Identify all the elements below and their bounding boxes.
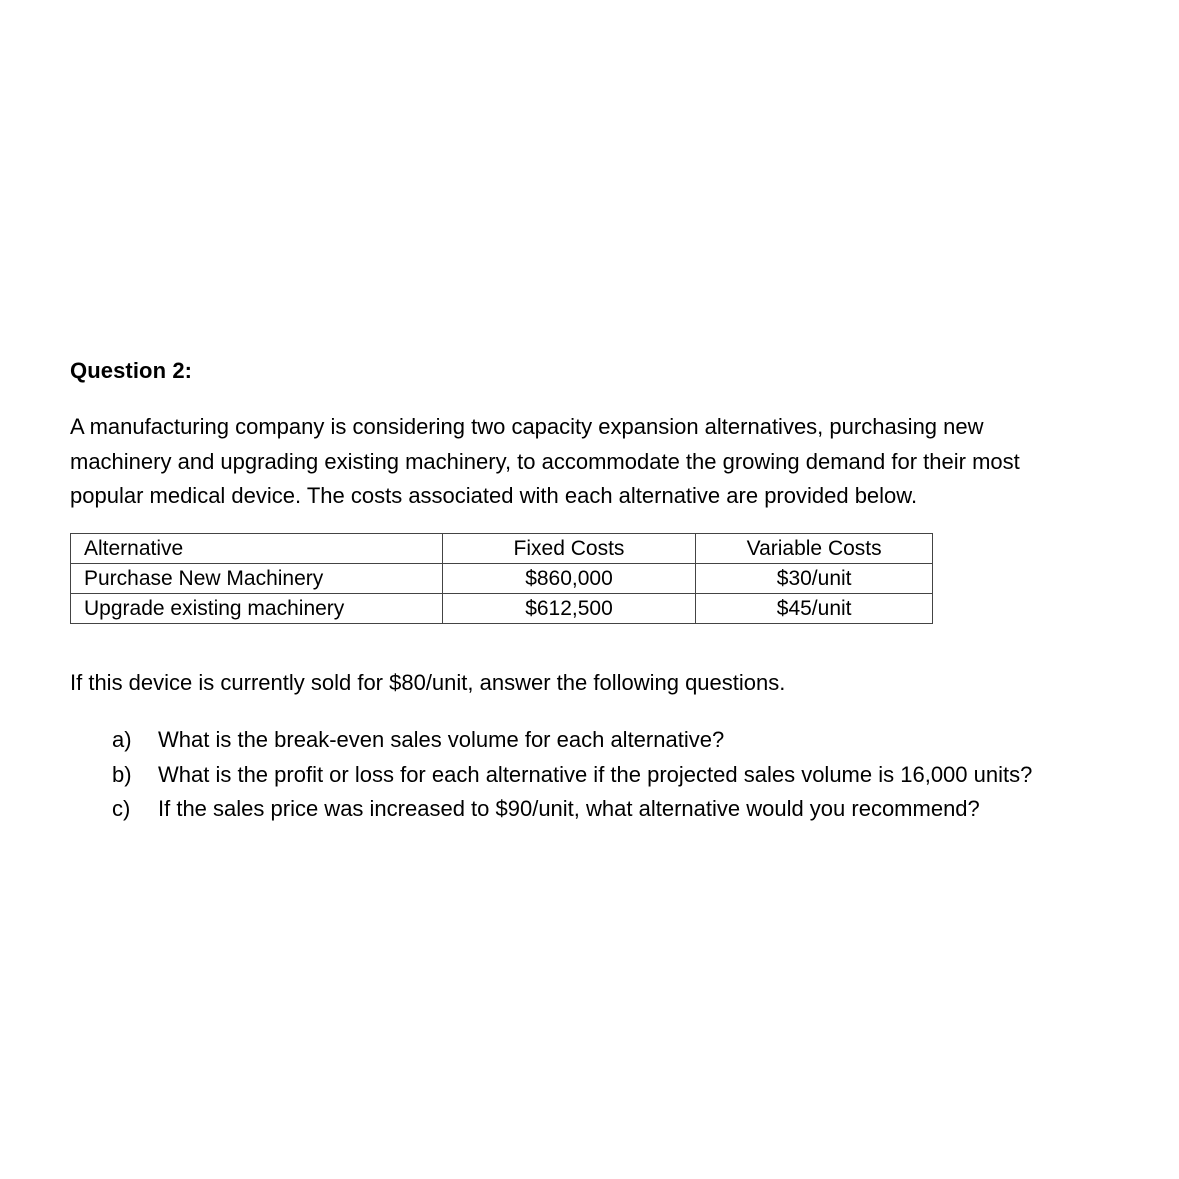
table-header-row [71,534,933,564]
list-item-text: What is the break-even sales volume for each alternative? [158,727,725,752]
intro-line: A manufacturing company is considering two capacity expansion alternatives, purchasing new [70,414,984,439]
intro-line: popular medical device. The costs associated with each alternative are provided below. [70,483,918,508]
header-fixed-costs: Fixed Costs [442,534,696,564]
condition-statement: If this device is currently sold for $80/unit, answer the following questions. [70,670,786,695]
list-marker: b) [112,761,132,787]
cost-table [70,533,933,624]
intro-paragraph [70,410,1130,514]
table-row [71,594,933,624]
cell-alternative: Upgrade existing machinery [71,594,443,624]
list-item-text: If the sales price was increased to $90/unit, what alternative would you recommend? [158,796,980,821]
list-item [112,723,1032,758]
header-variable-costs: Variable Costs [696,534,933,564]
cell-fixed-cost: $612,500 [442,594,696,624]
list-marker: c) [112,796,131,821]
cell-fixed-cost: $860,000 [442,564,696,594]
cell-variable-cost: $45/unit [696,594,933,624]
header-alternative: Alternative [71,534,443,564]
cell-alternative: Purchase New Machinery [71,564,443,594]
question-title: Question 2: [70,358,193,383]
list-item [112,792,1032,827]
list-item [112,758,1032,793]
table-row [71,564,933,594]
intro-line: machinery and upgrading existing machinery, to accommodate the growing demand for their most [70,448,1020,474]
sub-question-list [112,723,1032,827]
list-item-text: What is the profit or loss for each alternative if the projected sales volume is 16,000 units? [158,761,1033,787]
list-marker: a) [112,727,132,752]
cell-variable-cost: $30/unit [696,564,933,594]
